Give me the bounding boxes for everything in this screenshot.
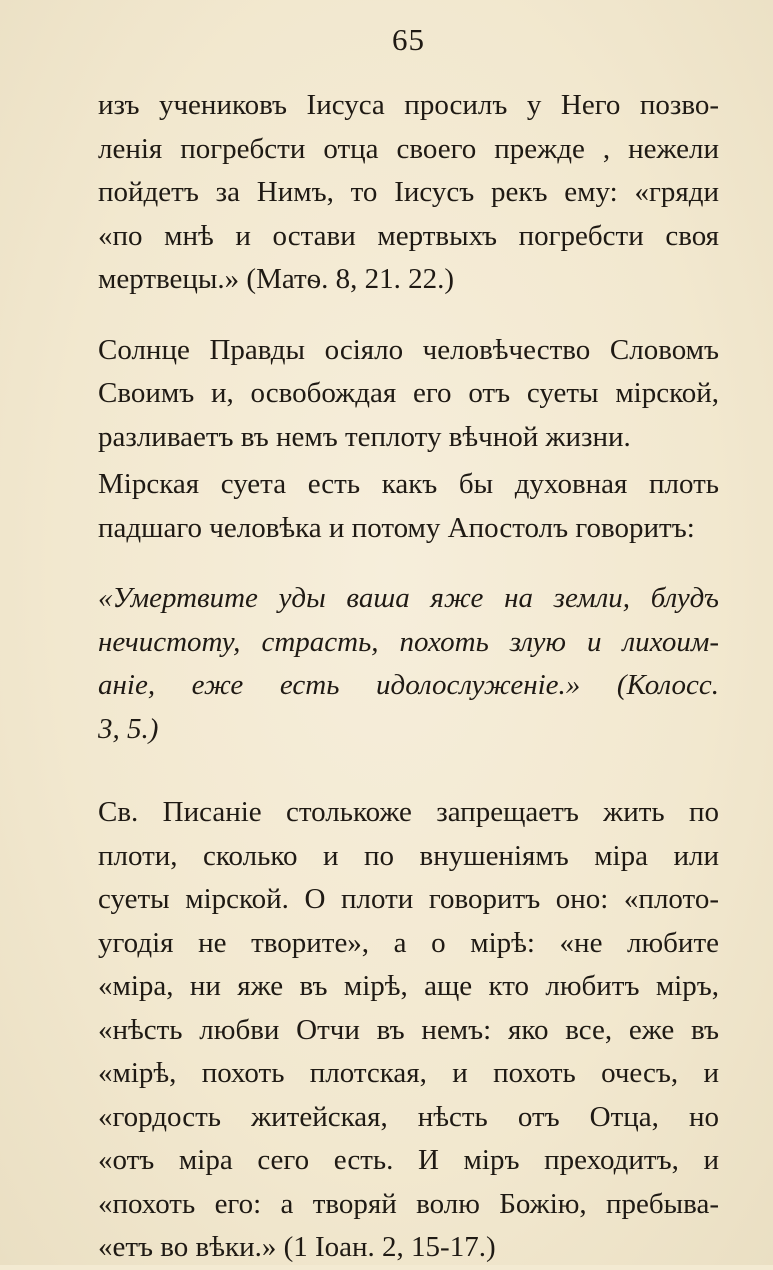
- paragraph-gap: [98, 550, 719, 577]
- text-line: Мірская суета есть какъ бы духовная плоть: [98, 468, 719, 500]
- text-line: плоти, сколько и по внушеніямъ міра или: [98, 839, 719, 872]
- text-line: падшаго человѣка и потому Апостолъ говоритъ:: [98, 511, 695, 544]
- text-line: «Умертвите уды ваша яже на земли, блудъ: [98, 582, 719, 614]
- paragraph-5: [98, 791, 719, 1270]
- paragraph-gap: [98, 302, 719, 329]
- text-line: ленія погребсти отца своего прежде , нежели: [98, 132, 719, 165]
- paragraph-1: [98, 84, 719, 302]
- page-number: 65: [392, 22, 425, 57]
- text-line: разливаетъ въ немъ теплоту вѣчной жизни.: [98, 420, 631, 453]
- text-line: угодія не творите», а о мірѣ: «не любите: [98, 926, 719, 959]
- text-line: аніе, еже есть идолослуженіе.» (Колосс.: [98, 669, 719, 701]
- text-line: мертвецы.» (Матѳ. 8, 21. 22.): [98, 263, 455, 295]
- text-line: «по мнѣ и остави мертвыхъ погребсти своя: [98, 219, 719, 252]
- paragraph-gap: [98, 751, 719, 791]
- text-line: пойдетъ за Нимъ, то Іисусъ рекъ ему: «гряди: [98, 176, 719, 208]
- text-line: суеты мірской. О плоти говоритъ оно: «плото-: [98, 883, 719, 915]
- text-line: «гордость житейская, нѣсть отъ Отца, но: [98, 1100, 719, 1133]
- text-line: «похоть его: а творяй волю Божію, пребыва-: [98, 1187, 719, 1220]
- text-line: 3, 5.): [98, 712, 159, 745]
- paragraph-4-quotation: [98, 577, 719, 751]
- text-line: Св. Писаніе столькоже запрещаетъ жить по: [98, 796, 719, 828]
- paragraph-2: [98, 329, 719, 460]
- paragraph-3: [98, 463, 719, 550]
- text-line: Своимъ и, освобождая его отъ суеты мірской,: [98, 377, 719, 409]
- text-line: изъ учениковъ Іисуса просилъ у Него позво-: [98, 89, 719, 121]
- text-line: «нѣсть любви Отчи въ немъ: яко все, еже въ: [98, 1013, 719, 1046]
- text-line: «отъ міра сего есть. И міръ преходитъ, и: [98, 1144, 719, 1176]
- text-line: «міра, ни яже въ мірѣ, аще кто любитъ міръ,: [98, 970, 719, 1002]
- text-line: «мірѣ, похоть плотская, и похоть очесъ, и: [98, 1057, 719, 1089]
- text-line: нечистоту, страсть, похоть злую и лихоим-: [98, 625, 719, 658]
- text-line: Солнце Правды осіяло человѣчество Словомъ: [98, 333, 719, 366]
- text-line: «етъ во вѣки.» (1 Іоан. 2, 15-17.): [98, 1231, 496, 1263]
